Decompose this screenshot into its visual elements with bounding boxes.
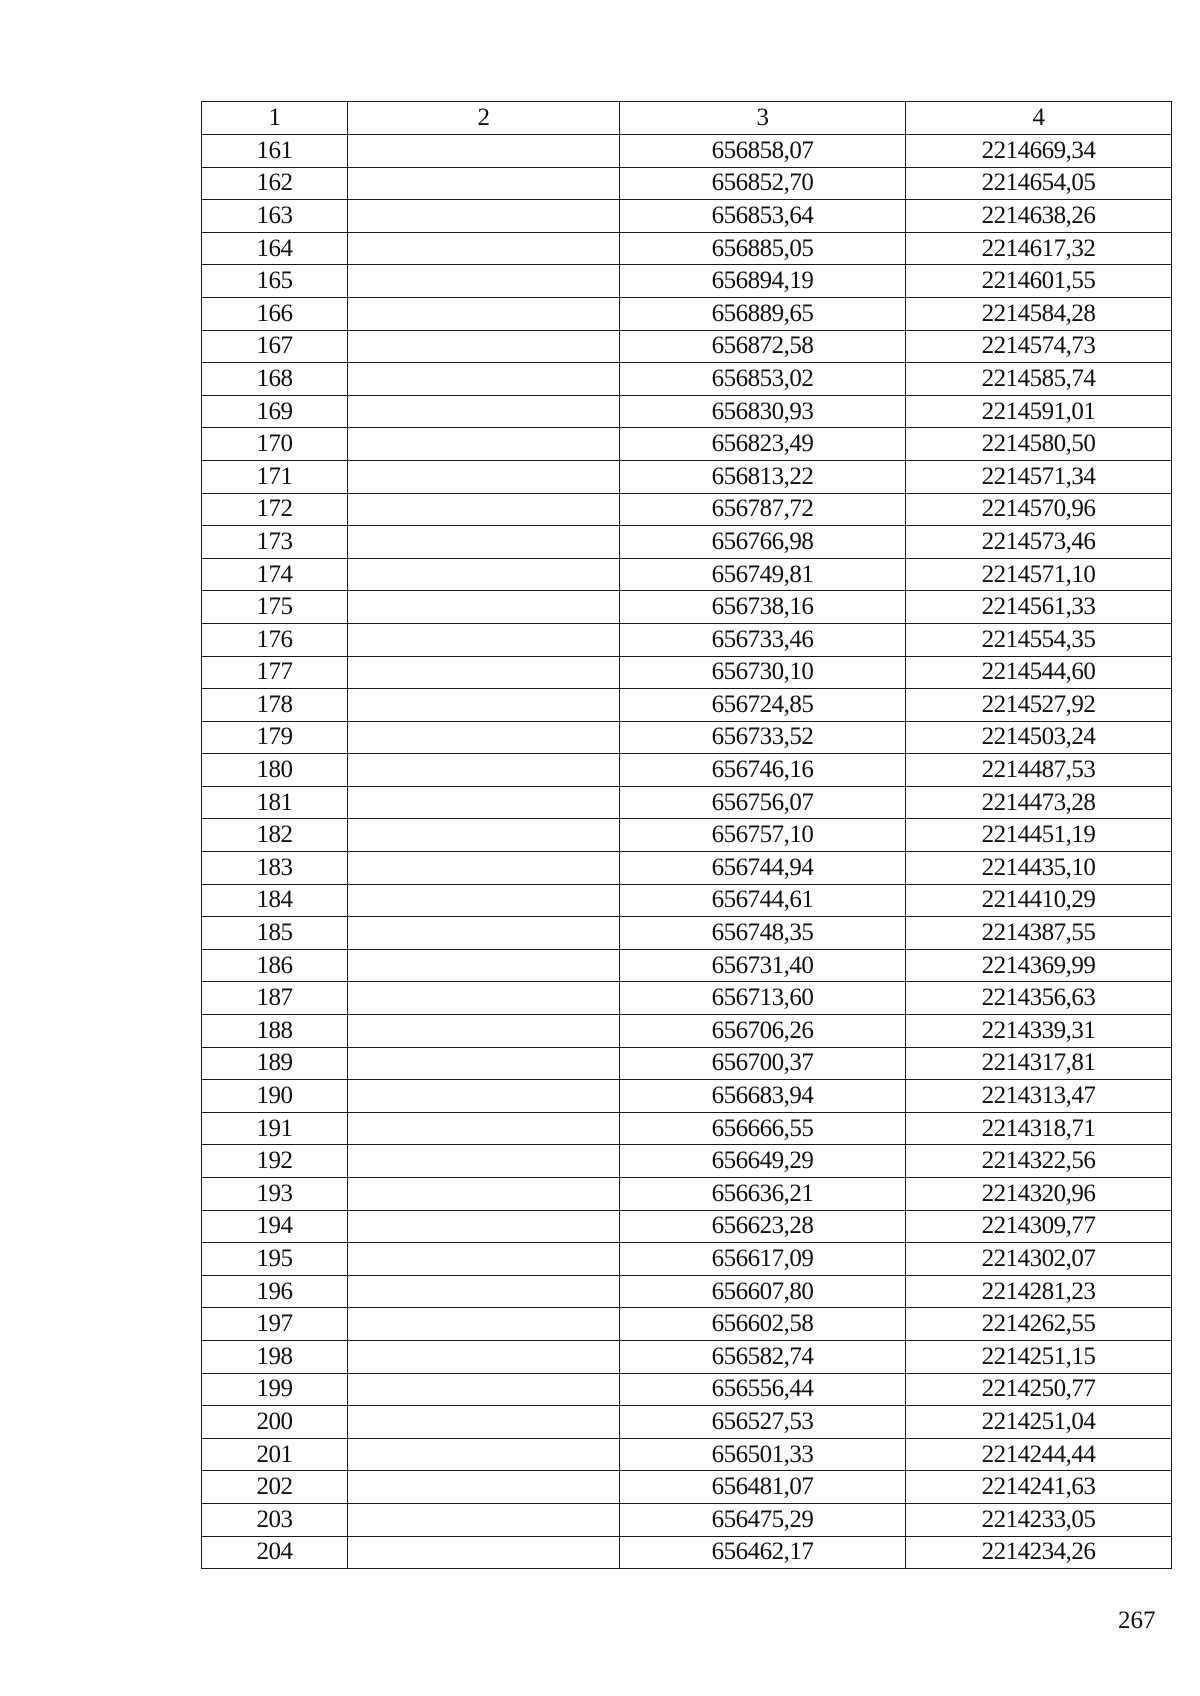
table-cell-col-1: 204 (202, 1536, 348, 1569)
table-cell-col-1: 195 (202, 1243, 348, 1276)
table-cell-col-4: 2214435,10 (906, 852, 1172, 885)
table-cell-col-4: 2214302,07 (906, 1243, 1172, 1276)
table-cell-col-3: 656894,19 (620, 265, 906, 298)
table-row (202, 1015, 1172, 1048)
table-cell-col-4: 2214317,81 (906, 1047, 1172, 1080)
table-cell-col-3: 656556,44 (620, 1373, 906, 1406)
table-cell-col-2 (348, 1438, 620, 1471)
table-cell-col-4: 2214262,55 (906, 1308, 1172, 1341)
table-cell-col-2 (348, 917, 620, 950)
table-cell-col-1: 176 (202, 623, 348, 656)
table-cell-col-4: 2214527,92 (906, 689, 1172, 722)
table-cell-col-1: 190 (202, 1080, 348, 1113)
table-cell-col-2 (348, 200, 620, 233)
table-cell-col-4: 2214281,23 (906, 1275, 1172, 1308)
table-cell-col-1: 175 (202, 591, 348, 624)
table-cell-col-2 (348, 330, 620, 363)
table-cell-col-3: 656582,74 (620, 1340, 906, 1373)
table-cell-col-3: 656730,10 (620, 656, 906, 689)
table-row (202, 656, 1172, 689)
table-cell-col-2 (348, 786, 620, 819)
table-cell-col-2 (348, 982, 620, 1015)
table-cell-col-4: 2214638,26 (906, 200, 1172, 233)
table-cell-col-4: 2214356,63 (906, 982, 1172, 1015)
table-cell-col-4: 2214250,77 (906, 1373, 1172, 1406)
table-row (202, 1471, 1172, 1504)
table-cell-col-4: 2214503,24 (906, 721, 1172, 754)
table-cell-col-1: 198 (202, 1340, 348, 1373)
table-row (202, 460, 1172, 493)
table-row (202, 982, 1172, 1015)
table-cell-col-4: 2214570,96 (906, 493, 1172, 526)
table-row (202, 330, 1172, 363)
table-cell-col-2 (348, 852, 620, 885)
header-col-4: 4 (906, 102, 1172, 135)
table-cell-col-4: 2214561,33 (906, 591, 1172, 624)
table-cell-col-4: 2214241,63 (906, 1471, 1172, 1504)
table-cell-col-4: 2214369,99 (906, 949, 1172, 982)
table-cell-col-1: 171 (202, 460, 348, 493)
table-cell-col-3: 656733,52 (620, 721, 906, 754)
table-cell-col-1: 191 (202, 1112, 348, 1145)
table-cell-col-3: 656830,93 (620, 395, 906, 428)
table-row (202, 721, 1172, 754)
table-cell-col-1: 194 (202, 1210, 348, 1243)
table-row (202, 1536, 1172, 1569)
header-col-2: 2 (348, 102, 620, 135)
table-row (202, 1308, 1172, 1341)
table-cell-col-3: 656852,70 (620, 167, 906, 200)
table-row (202, 754, 1172, 787)
table-cell-col-2 (348, 428, 620, 461)
table-cell-col-3: 656649,29 (620, 1145, 906, 1178)
table-row (202, 135, 1172, 168)
table-row (202, 1406, 1172, 1439)
table-cell-col-3: 656853,02 (620, 363, 906, 396)
table-row (202, 1243, 1172, 1276)
table-cell-col-1: 180 (202, 754, 348, 787)
table-row (202, 265, 1172, 298)
table-cell-col-3: 656617,09 (620, 1243, 906, 1276)
table-cell-col-2 (348, 1536, 620, 1569)
table-cell-col-2 (348, 1503, 620, 1536)
table-cell-col-2 (348, 1015, 620, 1048)
table-cell-col-3: 656823,49 (620, 428, 906, 461)
table-cell-col-1: 173 (202, 526, 348, 559)
table-row (202, 1145, 1172, 1178)
table-cell-col-4: 2214473,28 (906, 786, 1172, 819)
table-cell-col-2 (348, 1178, 620, 1211)
header-col-1: 1 (202, 102, 348, 135)
table-cell-col-3: 656731,40 (620, 949, 906, 982)
table-cell-col-4: 2214573,46 (906, 526, 1172, 559)
table-cell-col-3: 656462,17 (620, 1536, 906, 1569)
table-row (202, 1112, 1172, 1145)
table-row (202, 1080, 1172, 1113)
table-cell-col-3: 656813,22 (620, 460, 906, 493)
table-row (202, 558, 1172, 591)
table-row (202, 949, 1172, 982)
table-cell-col-1: 203 (202, 1503, 348, 1536)
table-header (202, 102, 1172, 135)
table-cell-col-3: 656872,58 (620, 330, 906, 363)
table-cell-col-4: 2214309,77 (906, 1210, 1172, 1243)
table-cell-col-2 (348, 1145, 620, 1178)
table-cell-col-2 (348, 135, 620, 168)
table-row (202, 623, 1172, 656)
table-cell-col-1: 169 (202, 395, 348, 428)
table-row (202, 167, 1172, 200)
table-cell-col-2 (348, 1406, 620, 1439)
table-cell-col-2 (348, 167, 620, 200)
table-cell-col-3: 656853,64 (620, 200, 906, 233)
table-cell-col-2 (348, 460, 620, 493)
table-cell-col-1: 174 (202, 558, 348, 591)
table-cell-col-4: 2214571,34 (906, 460, 1172, 493)
table-cell-col-1: 183 (202, 852, 348, 885)
table-cell-col-1: 168 (202, 363, 348, 396)
table-row (202, 819, 1172, 852)
table-cell-col-4: 2214410,29 (906, 884, 1172, 917)
table-row (202, 297, 1172, 330)
table-cell-col-4: 2214234,26 (906, 1536, 1172, 1569)
table-row (202, 493, 1172, 526)
table-cell-col-4: 2214574,73 (906, 330, 1172, 363)
table-cell-col-2 (348, 1243, 620, 1276)
table-cell-col-3: 656749,81 (620, 558, 906, 591)
table-row (202, 1438, 1172, 1471)
table-cell-col-4: 2214339,31 (906, 1015, 1172, 1048)
table-row (202, 363, 1172, 396)
coordinates-table (201, 101, 1172, 1569)
table-cell-col-2 (348, 949, 620, 982)
table-row (202, 1047, 1172, 1080)
table-cell-col-3: 656885,05 (620, 232, 906, 265)
table-cell-col-4: 2214318,71 (906, 1112, 1172, 1145)
table-cell-col-1: 170 (202, 428, 348, 461)
table-cell-col-2 (348, 395, 620, 428)
table-cell-col-1: 193 (202, 1178, 348, 1211)
table-cell-col-4: 2214544,60 (906, 656, 1172, 689)
table-cell-col-2 (348, 689, 620, 722)
table-row (202, 1275, 1172, 1308)
table-cell-col-3: 656607,80 (620, 1275, 906, 1308)
table-cell-col-1: 202 (202, 1471, 348, 1504)
table-cell-col-1: 177 (202, 656, 348, 689)
table-cell-col-3: 656787,72 (620, 493, 906, 526)
table-row (202, 1340, 1172, 1373)
table-cell-col-3: 656636,21 (620, 1178, 906, 1211)
table-row (202, 1210, 1172, 1243)
table-cell-col-4: 2214554,35 (906, 623, 1172, 656)
table-cell-col-1: 172 (202, 493, 348, 526)
table-cell-col-3: 656706,26 (620, 1015, 906, 1048)
table-cell-col-4: 2214387,55 (906, 917, 1172, 950)
table-cell-col-1: 199 (202, 1373, 348, 1406)
table-row (202, 884, 1172, 917)
table-cell-col-1: 197 (202, 1308, 348, 1341)
table-cell-col-1: 163 (202, 200, 348, 233)
table-cell-col-3: 656713,60 (620, 982, 906, 1015)
table-cell-col-2 (348, 884, 620, 917)
table-cell-col-4: 2214585,74 (906, 363, 1172, 396)
table-cell-col-1: 184 (202, 884, 348, 917)
table-cell-col-1: 165 (202, 265, 348, 298)
table-cell-col-1: 164 (202, 232, 348, 265)
table-cell-col-3: 656683,94 (620, 1080, 906, 1113)
table-cell-col-3: 656766,98 (620, 526, 906, 559)
table-cell-col-2 (348, 623, 620, 656)
table-cell-col-4: 2214487,53 (906, 754, 1172, 787)
table-cell-col-3: 656889,65 (620, 297, 906, 330)
table-cell-col-3: 656757,10 (620, 819, 906, 852)
table-cell-col-1: 167 (202, 330, 348, 363)
table-cell-col-2 (348, 1340, 620, 1373)
table-cell-col-2 (348, 721, 620, 754)
table-cell-col-4: 2214571,10 (906, 558, 1172, 591)
table-cell-col-2 (348, 493, 620, 526)
table-cell-col-1: 161 (202, 135, 348, 168)
table-cell-col-3: 656748,35 (620, 917, 906, 950)
table-cell-col-2 (348, 232, 620, 265)
table-cell-col-3: 656733,46 (620, 623, 906, 656)
table-row (202, 395, 1172, 428)
table-row (202, 232, 1172, 265)
table-cell-col-3: 656475,29 (620, 1503, 906, 1536)
table-cell-col-2 (348, 1080, 620, 1113)
table-row (202, 1178, 1172, 1211)
table-cell-col-4: 2214601,55 (906, 265, 1172, 298)
table-cell-col-2 (348, 819, 620, 852)
table-row (202, 200, 1172, 233)
table-cell-col-1: 196 (202, 1275, 348, 1308)
table-cell-col-4: 2214244,44 (906, 1438, 1172, 1471)
table-cell-col-1: 200 (202, 1406, 348, 1439)
table-cell-col-4: 2214322,56 (906, 1145, 1172, 1178)
table-row (202, 852, 1172, 885)
header-row (202, 102, 1172, 135)
table-row (202, 428, 1172, 461)
table-cell-col-3: 656481,07 (620, 1471, 906, 1504)
table-cell-col-1: 178 (202, 689, 348, 722)
table-row (202, 1373, 1172, 1406)
table-row (202, 917, 1172, 950)
table-row (202, 786, 1172, 819)
table-cell-col-3: 656602,58 (620, 1308, 906, 1341)
table-cell-col-1: 189 (202, 1047, 348, 1080)
table-cell-col-1: 185 (202, 917, 348, 950)
table-cell-col-4: 2214584,28 (906, 297, 1172, 330)
table-cell-col-3: 656724,85 (620, 689, 906, 722)
table-cell-col-2 (348, 297, 620, 330)
table-cell-col-2 (348, 656, 620, 689)
table-cell-col-4: 2214654,05 (906, 167, 1172, 200)
table-cell-col-4: 2214451,19 (906, 819, 1172, 852)
table-cell-col-2 (348, 1373, 620, 1406)
table-cell-col-1: 162 (202, 167, 348, 200)
table-cell-col-4: 2214233,05 (906, 1503, 1172, 1536)
table-cell-col-2 (348, 526, 620, 559)
table-cell-col-3: 656858,07 (620, 135, 906, 168)
table-cell-col-2 (348, 1308, 620, 1341)
table-cell-col-1: 192 (202, 1145, 348, 1178)
table-cell-col-3: 656746,16 (620, 754, 906, 787)
table-cell-col-1: 186 (202, 949, 348, 982)
table-cell-col-1: 187 (202, 982, 348, 1015)
page-number: 267 (1118, 1607, 1156, 1634)
table-row (202, 689, 1172, 722)
table-cell-col-3: 656744,94 (620, 852, 906, 885)
table-cell-col-2 (348, 363, 620, 396)
table-cell-col-4: 2214617,32 (906, 232, 1172, 265)
table-cell-col-2 (348, 1112, 620, 1145)
table-row (202, 591, 1172, 624)
table-cell-col-3: 656527,53 (620, 1406, 906, 1439)
table-cell-col-1: 181 (202, 786, 348, 819)
table-cell-col-3: 656700,37 (620, 1047, 906, 1080)
table-body (202, 135, 1172, 1569)
table-cell-col-4: 2214669,34 (906, 135, 1172, 168)
table-cell-col-2 (348, 1471, 620, 1504)
table-cell-col-3: 656623,28 (620, 1210, 906, 1243)
table-cell-col-1: 182 (202, 819, 348, 852)
table-cell-col-2 (348, 1210, 620, 1243)
table-cell-col-2 (348, 265, 620, 298)
header-col-3: 3 (620, 102, 906, 135)
table-cell-col-3: 656501,33 (620, 1438, 906, 1471)
table-cell-col-1: 201 (202, 1438, 348, 1471)
table-cell-col-4: 2214251,04 (906, 1406, 1172, 1439)
table-cell-col-3: 656666,55 (620, 1112, 906, 1145)
table-cell-col-4: 2214313,47 (906, 1080, 1172, 1113)
table-cell-col-3: 656744,61 (620, 884, 906, 917)
table-cell-col-2 (348, 1275, 620, 1308)
table-row (202, 1503, 1172, 1536)
table-cell-col-1: 179 (202, 721, 348, 754)
table-cell-col-2 (348, 591, 620, 624)
table-cell-col-4: 2214320,96 (906, 1178, 1172, 1211)
table-row (202, 526, 1172, 559)
table-cell-col-1: 188 (202, 1015, 348, 1048)
table-cell-col-2 (348, 1047, 620, 1080)
table-cell-col-1: 166 (202, 297, 348, 330)
table-cell-col-4: 2214591,01 (906, 395, 1172, 428)
table-cell-col-4: 2214580,50 (906, 428, 1172, 461)
table-cell-col-2 (348, 754, 620, 787)
table-cell-col-2 (348, 558, 620, 591)
table-cell-col-4: 2214251,15 (906, 1340, 1172, 1373)
table-cell-col-3: 656738,16 (620, 591, 906, 624)
table-cell-col-3: 656756,07 (620, 786, 906, 819)
